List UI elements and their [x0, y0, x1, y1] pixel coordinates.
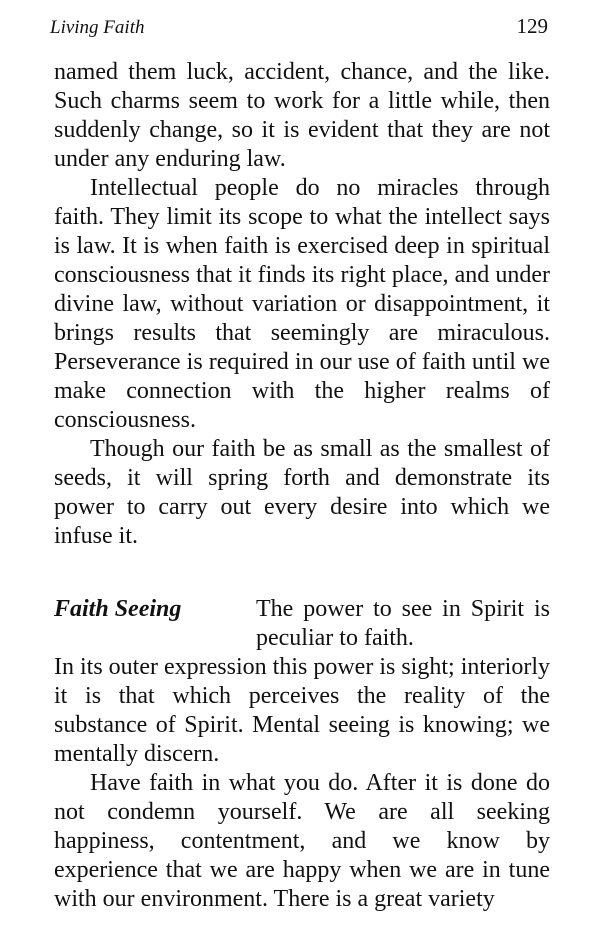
page-body [54, 58, 550, 914]
paragraph-3: Though our faith be as small as the smallest of seeds, it will spring forth and demonstrate its power to carry out every desire into which we infuse it. [54, 436, 550, 549]
section-continuation: In its outer expression this power is sight; interiorly it is that which perceives the reality of the substance of Spirit. Mental seeing is knowing; we mentally discern. [54, 654, 550, 767]
section-faith-seeing [54, 595, 550, 653]
paragraph-1: named them luck, accident, chance, and the like. Such charms seem to work for a little while, then suddenly change, so it is evident that they are not under any enduring law. [54, 59, 550, 172]
running-title: Living Faith [50, 17, 145, 38]
section-title: Faith Seeing [54, 596, 182, 622]
paragraph-2: Intellectual people do no miracles through faith. They limit its scope to what the intellect says is law. It is when faith is exercised deep in spiritual consciousness that it finds its right place, and under divine law, without variation or disappointment, it brings results that seemingly are miraculous. Perseverance is required in our use of faith until we make connection with the higher realms of consciousness. [54, 175, 550, 433]
paragraph-4: Have faith in what you do. After it is done do not condemn yourself. We are all seeking happiness, contentment, and we know by experience that we are happy when we are in tune with our environment. There is a great variety [54, 770, 550, 912]
section-lead: The power to see in Spirit is peculiar to faith. [256, 596, 550, 651]
page-number: 129 [516, 14, 548, 38]
running-head [50, 14, 548, 44]
section-title-wrap [54, 595, 256, 653]
